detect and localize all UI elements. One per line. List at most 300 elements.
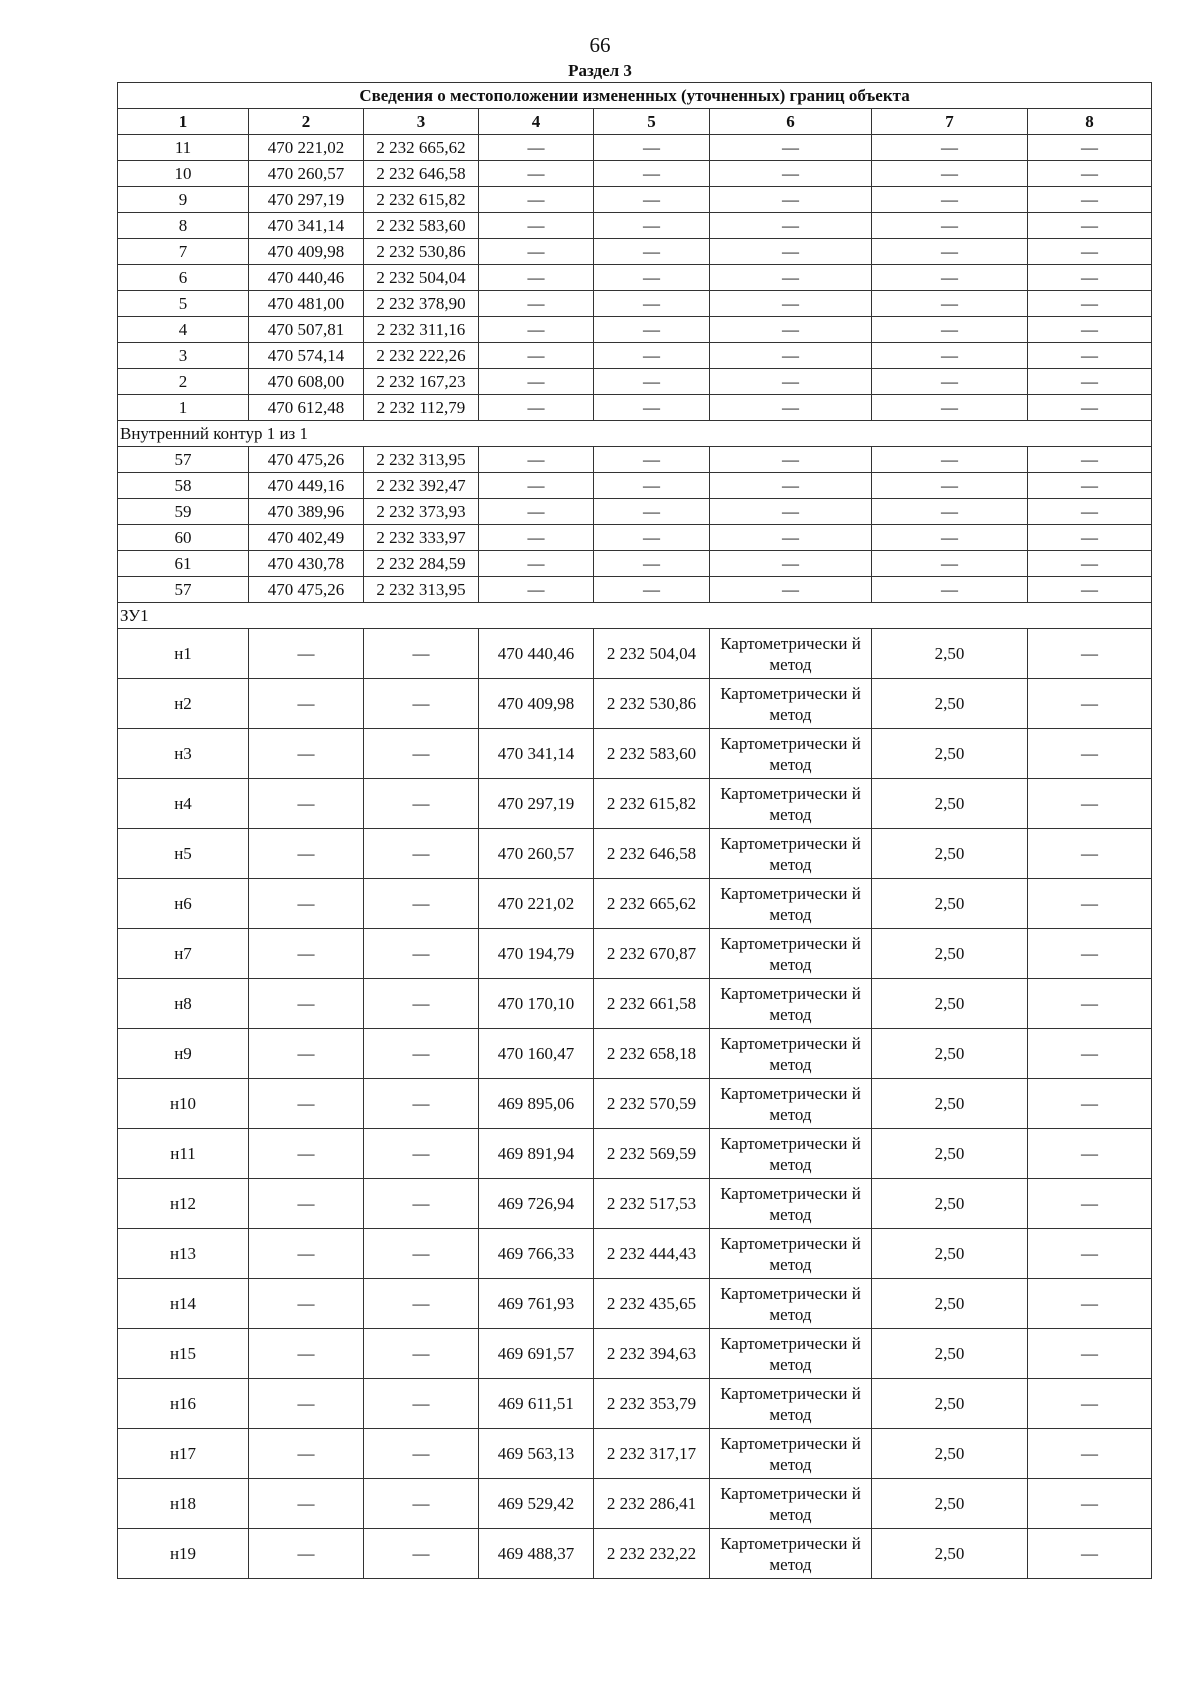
table-cell: н10 [118,1079,249,1129]
table-cell: н2 [118,679,249,729]
table-cell: 2 232 670,87 [594,929,710,979]
table-row [118,979,1152,1029]
table-cell: 10 [118,161,249,187]
table-cell: н9 [118,1029,249,1079]
table-cell: 470 389,96 [249,499,364,525]
table-cell: — [364,1429,479,1479]
table-cell: — [249,829,364,879]
table-row [118,729,1152,779]
table-cell: 2 232 646,58 [594,829,710,879]
table-row [118,265,1152,291]
table-cell: — [364,779,479,829]
table-cell: — [1028,343,1152,369]
table-cell: 469 611,51 [479,1379,594,1429]
table-cell: — [594,525,710,551]
table-cell: 61 [118,551,249,577]
table-cell: — [1028,291,1152,317]
table-row [118,879,1152,929]
table-cell: — [710,317,872,343]
table-cell: — [479,395,594,421]
table-cell: — [1028,265,1152,291]
table-caption: Сведения о местоположении измененных (уточненных) границ объекта [118,83,1152,109]
table-cell: 469 563,13 [479,1429,594,1479]
table-cell: н1 [118,629,249,679]
table-cell: — [479,499,594,525]
table-row [118,829,1152,879]
table-row [118,447,1152,473]
table-cell: — [1028,629,1152,679]
table-cell: — [364,1329,479,1379]
table-cell: 6 [118,265,249,291]
table-cell: н8 [118,979,249,1029]
table-cell: — [1028,1379,1152,1429]
table-cell: н16 [118,1379,249,1429]
table-cell: — [872,213,1028,239]
table-cell: 2,50 [872,829,1028,879]
table-row [118,343,1152,369]
table-cell: — [1028,447,1152,473]
table-cell: — [1028,1279,1152,1329]
table-cell: Картометрически й метод [710,1429,872,1479]
table-cell: Картометрически й метод [710,929,872,979]
table-cell: — [594,577,710,603]
table-cell: 2,50 [872,1279,1028,1329]
table-cell: — [364,1129,479,1179]
table-cell: — [479,343,594,369]
table-cell: 470 481,00 [249,291,364,317]
table-cell: — [594,317,710,343]
table-cell: Картометрически й метод [710,1079,872,1129]
table-cell: 2,50 [872,929,1028,979]
table-row [118,499,1152,525]
table-row [118,1029,1152,1079]
table-cell: — [872,551,1028,577]
table-cell: — [1028,879,1152,929]
table-cell: — [1028,551,1152,577]
table-cell: 469 726,94 [479,1179,594,1229]
table-cell: 2 232 530,86 [594,679,710,729]
table-cell: — [364,829,479,879]
table-cell: 2,50 [872,1179,1028,1229]
table-cell: 2,50 [872,1479,1028,1529]
table-cell: — [249,879,364,929]
table-cell: — [1028,395,1152,421]
table-cell: 2,50 [872,729,1028,779]
table-cell: 470 402,49 [249,525,364,551]
table-cell: н5 [118,829,249,879]
table-cell: — [594,447,710,473]
table-cell: — [710,473,872,499]
table-cell: — [479,135,594,161]
table-cell: — [364,1379,479,1429]
table-cell: — [1028,161,1152,187]
table-cell: Картометрически й метод [710,1129,872,1179]
table-body [118,83,1152,1579]
table-cell: — [1028,1179,1152,1229]
table-row [118,1379,1152,1429]
table-cell: — [594,265,710,291]
table-cell: — [594,343,710,369]
table-cell: 2 232 286,41 [594,1479,710,1529]
table-cell: 1 [118,395,249,421]
table-row [118,213,1152,239]
table-cell: — [249,1529,364,1579]
table-row [118,1229,1152,1279]
table-row [118,1429,1152,1479]
table-cell: — [594,187,710,213]
table-cell: — [872,265,1028,291]
table-row [118,779,1152,829]
table-cell: 470 449,16 [249,473,364,499]
table-cell: — [1028,779,1152,829]
table-cell: — [249,1329,364,1379]
table-cell: — [872,239,1028,265]
table-cell: 2,50 [872,1079,1028,1129]
table-cell: — [249,679,364,729]
table-cell: — [872,499,1028,525]
table-cell: 2,50 [872,1029,1028,1079]
table-cell: Картометрически й метод [710,1229,872,1279]
table-cell: н12 [118,1179,249,1229]
boundary-coordinates-table [117,82,1152,1579]
table-cell: Картометрически й метод [710,629,872,679]
table-cell: 57 [118,577,249,603]
table-cell: 2 232 333,97 [364,525,479,551]
table-cell: 2 [118,369,249,395]
table-row [118,1529,1152,1579]
table-cell: 2,50 [872,679,1028,729]
table-cell: Картометрически й метод [710,1179,872,1229]
table-row [118,369,1152,395]
table-cell: н6 [118,879,249,929]
table-cell: — [364,1479,479,1529]
table-cell: — [872,395,1028,421]
table-cell: — [364,1279,479,1329]
table-cell: — [249,1229,364,1279]
table-cell: н7 [118,929,249,979]
table-cell: — [710,265,872,291]
table-cell: — [479,239,594,265]
section-title: Раздел 3 [568,61,632,80]
table-cell: 2 232 392,47 [364,473,479,499]
table-cell: 470 297,19 [249,187,364,213]
table-cell: — [479,265,594,291]
table-cell: — [479,187,594,213]
table-cell: — [710,447,872,473]
table-cell: — [1028,239,1152,265]
table-cell: — [1028,679,1152,729]
table-cell: — [364,629,479,679]
table-cell: — [364,1529,479,1579]
table-cell: — [1028,729,1152,779]
group-label: ЗУ1 [118,603,1152,629]
table-cell: н11 [118,1129,249,1179]
table-cell: 2,50 [872,1229,1028,1279]
table-cell: Картометрически й метод [710,1329,872,1379]
table-cell: — [594,291,710,317]
table-cell: — [249,1479,364,1529]
table-cell: — [1028,473,1152,499]
table-cell: — [872,525,1028,551]
table-row [118,239,1152,265]
column-number: 7 [872,109,1028,135]
table-row [118,317,1152,343]
table-cell: 2 232 646,58 [364,161,479,187]
table-cell: 470 160,47 [479,1029,594,1079]
table-cell: 469 488,37 [479,1529,594,1579]
table-row [118,629,1152,679]
table-cell: 470 475,26 [249,577,364,603]
table-cell: 2 232 112,79 [364,395,479,421]
group-label-row [118,421,1152,447]
table-cell: 469 529,42 [479,1479,594,1529]
table-cell: — [710,577,872,603]
table-cell: 470 341,14 [479,729,594,779]
table-cell: Картометрически й метод [710,1029,872,1079]
table-cell: — [594,161,710,187]
table-cell: — [479,577,594,603]
table-cell: — [1028,1429,1152,1479]
table-cell: 9 [118,187,249,213]
table-cell: 470 608,00 [249,369,364,395]
table-cell: Картометрически й метод [710,1379,872,1429]
table-cell: Картометрически й метод [710,979,872,1029]
table-cell: — [249,1179,364,1229]
table-cell: — [479,213,594,239]
table-cell: н15 [118,1329,249,1379]
table-cell: — [710,551,872,577]
table-cell: 2,50 [872,629,1028,679]
column-number: 6 [710,109,872,135]
table-cell: 2 232 658,18 [594,1029,710,1079]
table-cell: 2 232 665,62 [364,135,479,161]
table-cell: 469 761,93 [479,1279,594,1329]
table-cell: — [249,1429,364,1479]
table-cell: 2 232 665,62 [594,879,710,929]
table-cell: — [1028,499,1152,525]
table-row [118,395,1152,421]
table-cell: — [249,729,364,779]
table-cell: — [872,343,1028,369]
table-cell: 470 475,26 [249,447,364,473]
table-cell: — [479,291,594,317]
table-row [118,187,1152,213]
table-cell: 2 232 394,63 [594,1329,710,1379]
table-cell: 2,50 [872,1379,1028,1429]
table-cell: — [364,929,479,979]
table-cell: — [594,551,710,577]
table-cell: 2 232 222,26 [364,343,479,369]
table-cell: 2 232 373,93 [364,499,479,525]
table-cell: 470 409,98 [479,679,594,729]
table-cell: 2 232 530,86 [364,239,479,265]
table-cell: — [872,187,1028,213]
group-label-row [118,603,1152,629]
table-row [118,577,1152,603]
table-cell: н13 [118,1229,249,1279]
table-cell: 2 232 311,16 [364,317,479,343]
table-cell: — [249,779,364,829]
table-cell: — [1028,1129,1152,1179]
table-cell: — [594,395,710,421]
table-cell: — [1028,577,1152,603]
table-cell: 2,50 [872,879,1028,929]
table-cell: 470 194,79 [479,929,594,979]
table-cell: — [872,369,1028,395]
table-cell: 3 [118,343,249,369]
table-cell: 7 [118,239,249,265]
table-cell: н19 [118,1529,249,1579]
table-cell: — [249,929,364,979]
table-cell: — [710,239,872,265]
table-row [118,1329,1152,1379]
table-row [118,135,1152,161]
table-cell: н3 [118,729,249,779]
table-cell: 2 232 504,04 [594,629,710,679]
table-cell: 2,50 [872,979,1028,1029]
table-cell: 2 232 615,82 [594,779,710,829]
table-cell: — [1028,829,1152,879]
table-cell: Картометрически й метод [710,1279,872,1329]
table-cell: — [1028,1479,1152,1529]
table-cell: 469 891,94 [479,1129,594,1179]
table-cell: — [872,161,1028,187]
table-cell: — [364,729,479,779]
table-cell: Картометрически й метод [710,1529,872,1579]
table-cell: 470 440,46 [249,265,364,291]
table-cell: — [872,577,1028,603]
table-cell: — [364,1179,479,1229]
table-cell: 60 [118,525,249,551]
table-cell: — [594,499,710,525]
table-cell: 2 232 583,60 [364,213,479,239]
table-cell: — [1028,979,1152,1029]
table-row [118,525,1152,551]
table-cell: 2,50 [872,1329,1028,1379]
table-cell: — [1028,525,1152,551]
table-cell: — [479,473,594,499]
table-cell: — [1028,1529,1152,1579]
table-cell: — [479,525,594,551]
table-cell: — [1028,187,1152,213]
table-cell: — [364,1079,479,1129]
table-row [118,1179,1152,1229]
table-cell: н17 [118,1429,249,1479]
table-row [118,679,1152,729]
table-cell: — [710,161,872,187]
table-cell: 2 232 167,23 [364,369,479,395]
table-row [118,291,1152,317]
table-cell: 470 574,14 [249,343,364,369]
table-cell: 470 170,10 [479,979,594,1029]
table-cell: 470 297,19 [479,779,594,829]
table-cell: — [872,135,1028,161]
table-cell: — [479,369,594,395]
table-cell: — [249,1379,364,1429]
table-cell: — [364,1229,479,1279]
table-cell: — [249,1129,364,1179]
table-cell: — [710,369,872,395]
table-cell: — [479,447,594,473]
table-cell: 2 232 378,90 [364,291,479,317]
table-cell: 2 232 661,58 [594,979,710,1029]
table-cell: — [479,317,594,343]
table-cell: 57 [118,447,249,473]
column-number: 1 [118,109,249,135]
table-cell: — [710,213,872,239]
table-cell: — [710,343,872,369]
table-cell: 470 507,81 [249,317,364,343]
table-cell: — [872,447,1028,473]
table-cell: Картометрически й метод [710,679,872,729]
table-row [118,1129,1152,1179]
column-number: 3 [364,109,479,135]
table-cell: — [872,473,1028,499]
table-row [118,551,1152,577]
column-number: 5 [594,109,710,135]
table-cell: — [364,1029,479,1079]
table-cell: — [1028,929,1152,979]
table-cell: — [1028,1079,1152,1129]
table-cell: 470 341,14 [249,213,364,239]
column-number-row [118,109,1152,135]
table-cell: 469 766,33 [479,1229,594,1279]
table-cell: — [594,239,710,265]
column-number: 4 [479,109,594,135]
table-cell: — [872,317,1028,343]
table-row [118,1479,1152,1529]
table-cell: — [1028,1329,1152,1379]
table-cell: 2,50 [872,1429,1028,1479]
column-number: 2 [249,109,364,135]
table-cell: 2 232 313,95 [364,577,479,603]
table-cell: 470 221,02 [249,135,364,161]
table-cell: 469 691,57 [479,1329,594,1379]
table-caption-row [118,83,1152,109]
table-cell: 2 232 232,22 [594,1529,710,1579]
table-cell: Картометрически й метод [710,729,872,779]
table-cell: — [594,473,710,499]
table-cell: 2,50 [872,1529,1028,1579]
table-row [118,929,1152,979]
table-cell: 11 [118,135,249,161]
table-row [118,1079,1152,1129]
table-cell: 58 [118,473,249,499]
table-cell: 2 232 353,79 [594,1379,710,1429]
table-cell: 469 895,06 [479,1079,594,1129]
table-cell: 8 [118,213,249,239]
table-cell: 2 232 517,53 [594,1179,710,1229]
table-cell: — [594,135,710,161]
table-cell: 2,50 [872,1129,1028,1179]
table-cell: 2 232 317,17 [594,1429,710,1479]
table-cell: 470 430,78 [249,551,364,577]
table-row [118,473,1152,499]
table-cell: 470 260,57 [479,829,594,879]
table-cell: н14 [118,1279,249,1329]
table-cell: — [364,879,479,929]
table-cell: Картометрически й метод [710,879,872,929]
table-cell: — [364,979,479,1029]
table-cell: 2 232 444,43 [594,1229,710,1279]
table-cell: 2,50 [872,779,1028,829]
table-cell: — [1028,1229,1152,1279]
table-row [118,1279,1152,1329]
table-cell: — [249,629,364,679]
table-cell: 2 232 615,82 [364,187,479,213]
table-cell: — [364,679,479,729]
table-cell: 2 232 570,59 [594,1079,710,1129]
